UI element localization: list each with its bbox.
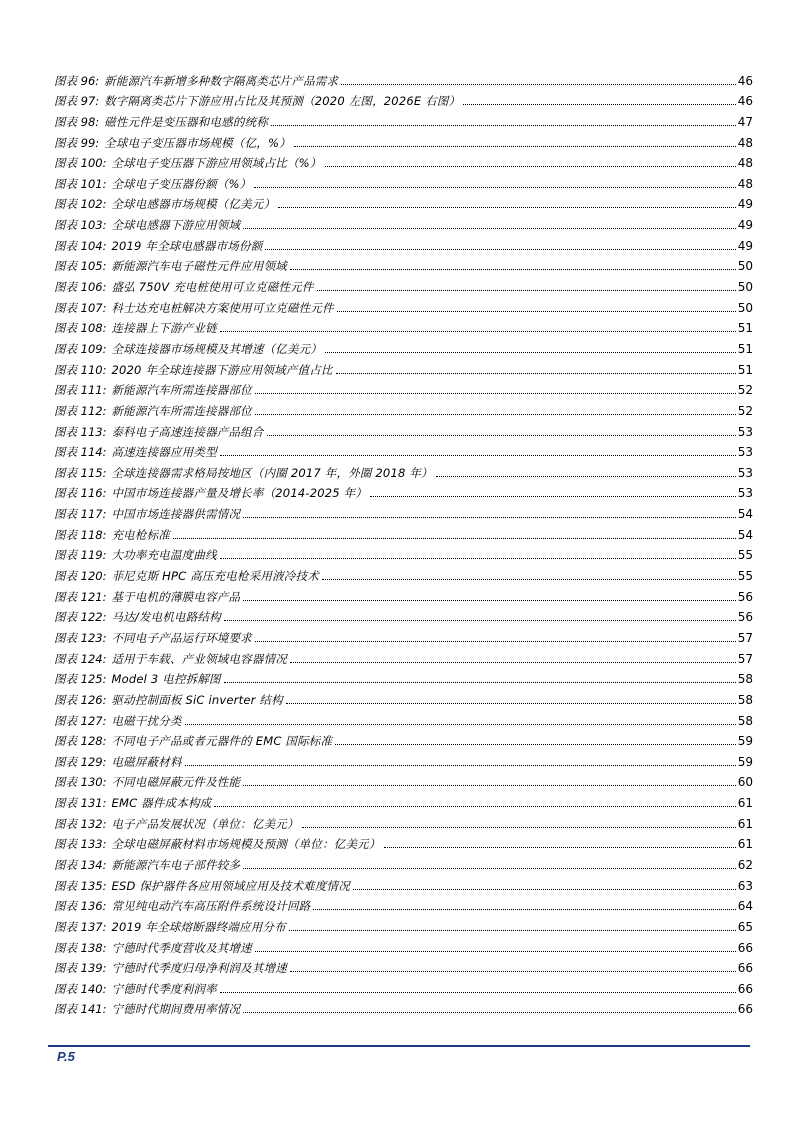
dot-leader [243, 1011, 736, 1013]
dot-leader [185, 764, 736, 766]
toc-entry-title[interactable]: 新能源汽车所需连接器部位 [111, 383, 252, 398]
toc-entry[interactable] [54, 604, 753, 625]
toc-entry[interactable] [54, 500, 753, 521]
toc-entry[interactable] [54, 769, 753, 790]
toc-entry[interactable] [54, 851, 753, 872]
toc-entry-title[interactable]: 大功率充电温度曲线 [111, 548, 217, 563]
dot-leader [336, 372, 736, 374]
toc-entry-page[interactable]: 53 [737, 486, 753, 501]
toc-entry-page[interactable]: 66 [737, 1002, 753, 1017]
toc-entry-label: 图表 118: [54, 527, 107, 542]
toc-entry-title[interactable]: 不同电磁屏蔽元件及性能 [111, 775, 241, 790]
toc-entry-label: 图表 114: [54, 445, 107, 460]
toc-entry-label: 图表 103: [54, 218, 107, 233]
toc-entry-label: 图表 119: [54, 548, 107, 563]
toc-entry-label: 图表 126: [54, 692, 107, 707]
toc-entry[interactable] [54, 583, 753, 604]
toc-entry[interactable] [54, 521, 753, 542]
page-number: P.5 [57, 1049, 75, 1064]
dot-leader [290, 970, 736, 972]
toc-entry-label: 图表 110: [54, 362, 107, 377]
toc-entry-page[interactable]: 52 [737, 403, 753, 418]
toc-entry-title[interactable]: 驱动控制面板 SiC inverter 结构 [111, 692, 283, 707]
toc-entry[interactable] [54, 748, 753, 769]
toc-entry-label: 图表 96: [54, 73, 100, 88]
toc-entry[interactable] [54, 975, 753, 996]
dot-leader [185, 723, 736, 725]
dot-leader [325, 351, 736, 353]
toc-entry-title[interactable]: 盛弘 750V 充电桩使用可立克磁性元件 [111, 280, 314, 295]
toc-entry[interactable] [54, 645, 753, 666]
dot-leader [436, 475, 736, 477]
toc-entry-title[interactable]: 充电枪标准 [111, 527, 170, 542]
dot-leader [254, 186, 735, 188]
toc-entry-label: 图表 105: [54, 259, 107, 274]
toc-entry-title[interactable]: 数字隔离类芯片下游应用占比及其预测（2020 左图，2026E 右图） [104, 94, 461, 109]
toc-entry-title[interactable]: 新能源汽车电子部件较多 [111, 857, 241, 872]
toc-entry-label: 图表 141: [54, 1002, 107, 1017]
dot-leader [173, 537, 736, 539]
toc-entry-label: 图表 102: [54, 197, 107, 212]
dot-leader [224, 619, 736, 621]
toc-entry-page[interactable]: 49 [737, 238, 753, 253]
toc-entry-label: 图表 107: [54, 300, 107, 315]
toc-entry-label: 图表 109: [54, 341, 107, 356]
toc-entry-label: 图表 115: [54, 465, 107, 480]
toc-entry[interactable] [54, 728, 753, 749]
toc-entry-label: 图表 98: [54, 114, 100, 129]
toc-entry-page[interactable]: 61 [737, 796, 753, 811]
toc-entry-page[interactable]: 57 [737, 630, 753, 645]
toc-entry[interactable] [54, 893, 753, 914]
dot-leader [313, 908, 735, 910]
toc-entry-label: 图表 99: [54, 135, 100, 150]
toc-entry-label: 图表 136: [54, 899, 107, 914]
toc-entry-title[interactable]: 全球电感器市场规模（亿美元） [111, 197, 276, 212]
dot-leader [384, 846, 736, 848]
toc-entry-page[interactable]: 56 [737, 610, 753, 625]
toc-entry-title[interactable]: ESD 保护器件各应用领域应用及技术难度情况 [111, 878, 350, 893]
toc-entry-page[interactable]: 61 [737, 816, 753, 831]
toc-entry-label: 图表 135: [54, 878, 107, 893]
footer-divider [48, 1045, 750, 1047]
toc-entry-label: 图表 138: [54, 940, 107, 955]
toc-entry[interactable] [54, 913, 753, 934]
dot-leader [243, 599, 736, 601]
toc-entry[interactable] [54, 872, 753, 893]
toc-entry-page[interactable]: 62 [737, 857, 753, 872]
toc-entry[interactable] [54, 356, 753, 377]
toc-entry-page[interactable]: 55 [737, 569, 753, 584]
toc-entry-page[interactable]: 65 [737, 919, 753, 934]
toc-entry-page[interactable]: 53 [737, 465, 753, 480]
toc-entry-page[interactable]: 66 [737, 961, 753, 976]
toc-entry-label: 图表 130: [54, 775, 107, 790]
dot-leader [224, 681, 736, 683]
dot-leader [255, 392, 736, 394]
toc-entry-page[interactable]: 48 [737, 176, 753, 191]
dot-leader [294, 145, 736, 147]
dot-leader [214, 805, 735, 807]
toc-entry-title[interactable]: 电磁屏蔽材料 [111, 754, 182, 769]
toc-entry-page[interactable]: 64 [737, 899, 753, 914]
dot-leader [317, 289, 736, 291]
toc-entry[interactable] [54, 88, 753, 109]
toc-entry-label: 图表 123: [54, 630, 107, 645]
dot-leader [243, 784, 736, 786]
dot-leader [335, 743, 736, 745]
toc-entry-page[interactable]: 46 [737, 94, 753, 109]
toc-entry-page[interactable]: 53 [737, 445, 753, 460]
toc-entry-label: 图表 133: [54, 837, 107, 852]
toc-entry[interactable] [54, 810, 753, 831]
dot-leader [290, 268, 736, 270]
toc-entry-label: 图表 104: [54, 238, 107, 253]
toc-entry[interactable] [54, 480, 753, 501]
toc-entry[interactable] [54, 459, 753, 480]
toc-entry-page[interactable]: 50 [737, 259, 753, 274]
toc-entry[interactable] [54, 686, 753, 707]
toc-entry-label: 图表 108: [54, 321, 107, 336]
toc-entry-label: 图表 106: [54, 280, 107, 295]
dot-leader [325, 165, 736, 167]
toc-entry-page[interactable]: 58 [737, 672, 753, 687]
toc-entry[interactable] [54, 377, 753, 398]
toc-entry-page[interactable]: 53 [737, 424, 753, 439]
toc-entry-label: 图表 125: [54, 672, 107, 687]
dot-leader [337, 310, 736, 312]
toc-entry-page[interactable]: 51 [737, 321, 753, 336]
toc-entry-page[interactable]: 55 [737, 548, 753, 563]
dot-leader [267, 434, 736, 436]
toc-entry-page[interactable]: 52 [737, 383, 753, 398]
toc-entry-title[interactable]: 全球电子变压器下游应用领域占比（%） [111, 156, 322, 171]
toc-entry-title[interactable]: 电子产品发展状况（单位：亿美元） [111, 816, 299, 831]
toc-entry-title[interactable]: 磁性元件是变压器和电感的统称 [104, 114, 268, 129]
toc-entry-label: 图表 120: [54, 569, 107, 584]
dot-leader [463, 103, 735, 105]
toc-entry-label: 图表 137: [54, 919, 107, 934]
toc-entry-page[interactable]: 48 [737, 135, 753, 150]
toc-entry-title[interactable]: 中国市场连接器供需情况 [111, 507, 241, 522]
toc-entry-page[interactable]: 63 [737, 878, 753, 893]
toc-entry-page[interactable]: 50 [737, 300, 753, 315]
toc-entry-title[interactable]: 全球电磁屏蔽材料市场规模及预测（单位：亿美元） [111, 837, 381, 852]
toc-entry-page[interactable]: 66 [737, 981, 753, 996]
toc-entry-title[interactable]: 新能源汽车新增多种数字隔离类芯片产品需求 [104, 73, 339, 88]
toc-entry-page[interactable]: 51 [737, 341, 753, 356]
toc-entry-title[interactable]: Model 3 电控拆解图 [111, 672, 221, 687]
toc-entry-title[interactable]: 新能源汽车所需连接器部位 [111, 403, 252, 418]
toc-entry-page[interactable]: 49 [737, 197, 753, 212]
toc-entry-label: 图表 116: [54, 486, 107, 501]
toc-entry-title[interactable]: 宁德时代期间费用率情况 [111, 1002, 241, 1017]
dot-leader [220, 330, 736, 332]
toc-entry-label: 图表 131: [54, 796, 107, 811]
table-of-figures [54, 67, 753, 1016]
dot-leader [290, 661, 736, 663]
toc-entry-title[interactable]: 科士达充电桩解决方案使用可立克磁性元件 [111, 300, 334, 315]
toc-entry-title[interactable]: EMC 器件成本构成 [111, 796, 212, 811]
dot-leader [243, 516, 736, 518]
toc-entry-title[interactable]: 电磁干扰分类 [111, 713, 182, 728]
toc-entry-title[interactable]: 不同电子产品运行环境要求 [111, 630, 252, 645]
toc-entry-page[interactable]: 58 [737, 692, 753, 707]
toc-entry-label: 图表 111: [54, 383, 107, 398]
dot-leader [302, 826, 736, 828]
toc-entry-title[interactable]: 泰科电子高速连接器产品组合 [111, 424, 264, 439]
toc-entry[interactable] [54, 294, 753, 315]
toc-entry-title[interactable]: 全球连接器市场规模及其增速（亿美元） [111, 341, 323, 356]
toc-entry-title[interactable]: 常见纯电动汽车高压附件系统设计回路 [111, 899, 311, 914]
dot-leader [265, 248, 735, 250]
dot-leader [220, 454, 736, 456]
toc-entry[interactable] [54, 191, 753, 212]
toc-entry-title[interactable]: 全球连接器需求格局按地区（内圈 2017 年，外圈 2018 年） [111, 465, 433, 480]
toc-entry[interactable] [54, 67, 753, 88]
toc-entry-label: 图表 139: [54, 961, 107, 976]
toc-entry[interactable] [54, 996, 753, 1017]
toc-entry-title[interactable]: 宁德时代季度利润率 [111, 981, 217, 996]
toc-entry-label: 图表 121: [54, 589, 107, 604]
toc-entry-title[interactable]: 中国市场连接器产量及增长率（2014-2025 年） [111, 486, 368, 501]
toc-entry-page[interactable]: 66 [737, 940, 753, 955]
toc-entry[interactable] [54, 542, 753, 563]
toc-entry-label: 图表 140: [54, 981, 107, 996]
toc-entry-title[interactable]: 全球电感器下游应用领域 [111, 218, 241, 233]
toc-entry[interactable] [54, 150, 753, 171]
toc-entry-label: 图表 129: [54, 754, 107, 769]
dot-leader [220, 557, 736, 559]
dot-leader [255, 950, 736, 952]
toc-entry-page[interactable]: 54 [737, 527, 753, 542]
dot-leader [341, 83, 736, 85]
toc-entry-page[interactable]: 61 [737, 837, 753, 852]
toc-entry-page[interactable]: 46 [737, 73, 753, 88]
toc-entry[interactable] [54, 253, 753, 274]
toc-entry-title[interactable]: 宁德时代季度营收及其增速 [111, 940, 252, 955]
toc-entry[interactable] [54, 666, 753, 687]
dot-leader [278, 206, 735, 208]
toc-entry-page[interactable]: 50 [737, 280, 753, 295]
toc-entry[interactable] [54, 831, 753, 852]
toc-entry[interactable] [54, 562, 753, 583]
toc-entry-label: 图表 122: [54, 610, 107, 625]
toc-entry-page[interactable]: 48 [737, 156, 753, 171]
toc-entry-label: 图表 124: [54, 651, 107, 666]
toc-entry-label: 图表 127: [54, 713, 107, 728]
toc-entry[interactable] [54, 232, 753, 253]
toc-entry-title[interactable]: 基于电机的薄膜电容产品 [111, 589, 241, 604]
toc-entry[interactable] [54, 397, 753, 418]
toc-entry[interactable] [54, 273, 753, 294]
toc-entry-page[interactable]: 59 [737, 734, 753, 749]
toc-entry-title[interactable]: 宁德时代季度归母净利润及其增速 [111, 961, 287, 976]
toc-entry-page[interactable]: 54 [737, 507, 753, 522]
dot-leader [271, 124, 736, 126]
toc-entry-label: 图表 132: [54, 816, 107, 831]
toc-entry-label: 图表 101: [54, 176, 107, 191]
dot-leader [286, 702, 736, 704]
toc-entry-title[interactable]: 不同电子产品或者元器件的 EMC 国际标准 [111, 734, 333, 749]
toc-entry-label: 图表 97: [54, 94, 100, 109]
toc-entry[interactable] [54, 789, 753, 810]
toc-entry-page[interactable]: 59 [737, 754, 753, 769]
toc-entry[interactable] [54, 624, 753, 645]
toc-entry-title[interactable]: 2019 年全球熔断器终端应用分布 [111, 919, 286, 934]
dot-leader [255, 413, 736, 415]
toc-entry-page[interactable]: 51 [737, 362, 753, 377]
toc-entry[interactable] [54, 439, 753, 460]
dot-leader [243, 227, 736, 229]
toc-entry-title[interactable]: 菲尼克斯 HPC 高压充电枪采用液冷技术 [111, 569, 319, 584]
toc-entry-title[interactable]: 2020 年全球连接器下游应用领域产值占比 [111, 362, 333, 377]
toc-entry-title[interactable]: 全球电子变压器市场规模（亿，%） [104, 135, 291, 150]
toc-entry[interactable] [54, 335, 753, 356]
toc-entry-title[interactable]: 马达/发电机电路结构 [111, 610, 221, 625]
toc-entry[interactable] [54, 108, 753, 129]
toc-entry-label: 图表 113: [54, 424, 107, 439]
dot-leader [353, 888, 736, 890]
toc-entry-label: 图表 128: [54, 734, 107, 749]
toc-entry[interactable] [54, 955, 753, 976]
toc-entry-page[interactable]: 47 [737, 114, 753, 129]
toc-entry-label: 图表 112: [54, 403, 107, 418]
toc-entry[interactable] [54, 315, 753, 336]
toc-entry-title[interactable]: 2019 年全球电感器市场份额 [111, 238, 263, 253]
toc-entry-label: 图表 100: [54, 156, 107, 171]
toc-entry-label: 图表 117: [54, 507, 107, 522]
toc-entry-page[interactable]: 56 [737, 589, 753, 604]
toc-entry-page[interactable]: 49 [737, 218, 753, 233]
toc-entry[interactable] [54, 934, 753, 955]
toc-entry-title[interactable]: 连接器上下游产业链 [111, 321, 217, 336]
dot-leader [370, 495, 736, 497]
toc-entry[interactable] [54, 211, 753, 232]
toc-entry-page[interactable]: 57 [737, 651, 753, 666]
dot-leader [322, 578, 736, 580]
toc-entry-page[interactable]: 58 [737, 713, 753, 728]
dot-leader [255, 640, 736, 642]
toc-entry-title[interactable]: 新能源汽车电子磁性元件应用领域 [111, 259, 287, 274]
dot-leader [243, 867, 736, 869]
toc-entry[interactable] [54, 170, 753, 191]
toc-entry[interactable] [54, 129, 753, 150]
dot-leader [220, 991, 736, 993]
toc-entry-title[interactable]: 全球电子变压器份额（%） [111, 176, 252, 191]
dot-leader [289, 929, 736, 931]
toc-entry-title[interactable]: 高速连接器应用类型 [111, 445, 217, 460]
toc-entry[interactable] [54, 418, 753, 439]
toc-entry-title[interactable]: 适用于车载、产业领域电容器情况 [111, 651, 287, 666]
toc-entry-label: 图表 134: [54, 857, 107, 872]
toc-entry[interactable] [54, 707, 753, 728]
toc-entry-page[interactable]: 60 [737, 775, 753, 790]
